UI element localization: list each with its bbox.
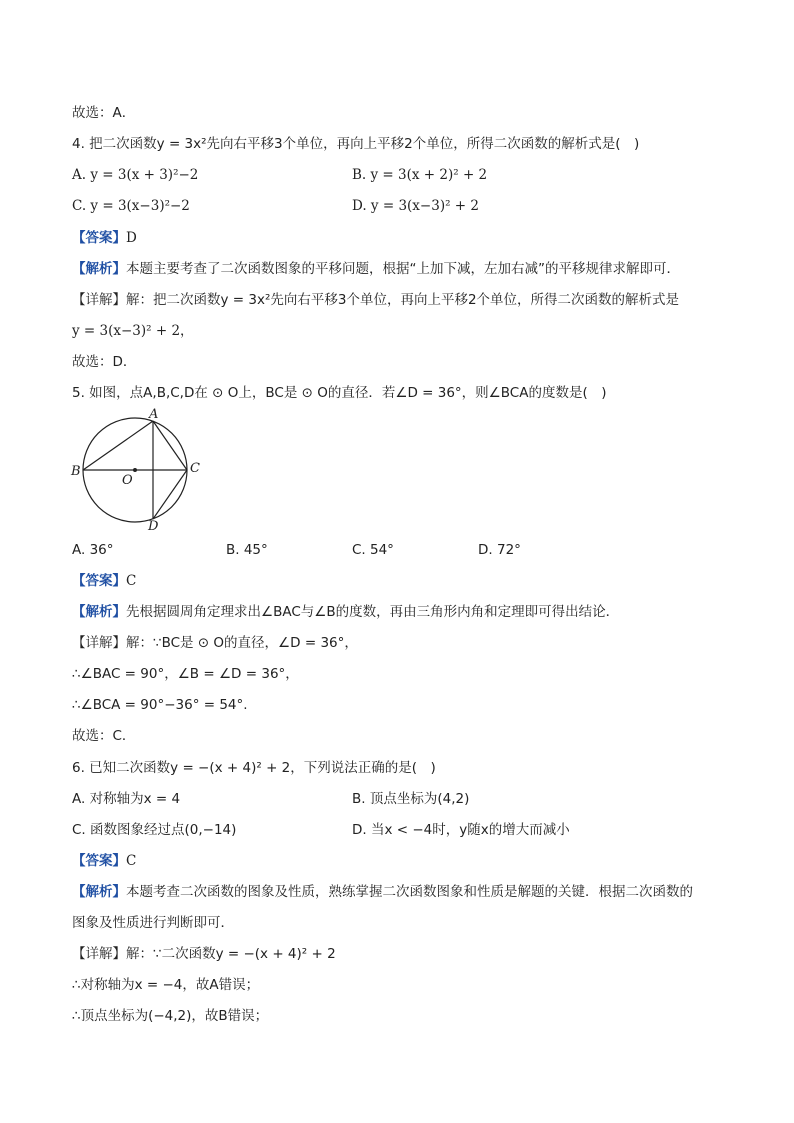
q5-answer (72, 571, 136, 591)
q6-option-b: B. 顶点坐标为(4,2) (352, 791, 470, 807)
q5-detail-step3: ∴∠BCA = 90°−36° = 54°. (72, 697, 248, 713)
q4-analysis (72, 259, 680, 279)
q5-option-d: D. 72° (478, 542, 521, 558)
chord-ac (153, 421, 187, 470)
circle-diagram (68, 406, 208, 534)
q6-detail-step2: ∴对称轴为x = −4，故A错误； (72, 977, 260, 993)
q4-detail (72, 290, 679, 310)
label-o: O (122, 473, 133, 488)
detail-text: 解：把二次函数y = 3x²先向右平移3个单位，再向上平移2个单位，所得二次函数的解析式是 (126, 292, 680, 308)
q5-option-c: C. 54° (352, 542, 394, 558)
answer-value: D (126, 230, 137, 246)
detail-tag: 【详解】 (72, 292, 126, 308)
q4-detail-formula: y = 3(x−3)² + 2， (72, 323, 194, 339)
analysis-tag: 【解析】 (72, 884, 126, 900)
q4-answer (72, 228, 137, 248)
q4-stem: 4. 把二次函数y = 3x²先向右平移3个单位，再向上平移2个单位，所得二次函数的解析式是( ) (72, 136, 640, 152)
q6-option-d: D. 当x < −4时，y随x的增大而减小 (352, 822, 570, 838)
q5-selection: 故选：C． (72, 728, 136, 744)
answer-tag: 【答案】 (72, 230, 126, 246)
center-point (133, 468, 137, 472)
answer-tag: 【答案】 (72, 853, 126, 869)
circle-figure (68, 406, 208, 534)
answer-tag: 【答案】 (72, 573, 126, 589)
analysis-text: 本题考查二次函数的图象及性质，熟练掌握二次函数图象和性质是解题的关键．根据二次函数的 (126, 884, 693, 900)
q4-option-b: B. y = 3(x + 2)² + 2 (352, 167, 488, 183)
q5-detail (72, 633, 358, 653)
q4-selection: 故选：D． (72, 354, 137, 370)
answer-value: C (126, 573, 137, 589)
q6-analysis-cont: 图象及性质进行判断即可． (72, 915, 234, 931)
q5-option-b: B. 45° (226, 542, 268, 558)
q5-detail-step2: ∴∠BAC = 90°，∠B = ∠D = 36°， (72, 666, 299, 682)
chord-ba (83, 421, 153, 470)
q4-option-c: C. y = 3(x−3)²−2 (72, 198, 190, 214)
detail-text: 解：∵BC是 ⊙ O的直径，∠D = 36°， (126, 635, 358, 651)
q6-analysis (72, 882, 693, 902)
label-c: C (190, 461, 200, 476)
q6-option-a: A. 对称轴为x = 4 (72, 791, 181, 807)
detail-tag: 【详解】 (72, 946, 126, 962)
q6-detail (72, 944, 336, 964)
q4-option-a: A. y = 3(x + 3)²−2 (72, 167, 199, 183)
q5-analysis (72, 602, 619, 622)
label-b: B (71, 464, 81, 479)
detail-text: 解：∵二次函数y = −(x + 4)² + 2 (126, 946, 336, 962)
answer-value: C (126, 853, 137, 869)
chord-dc (153, 470, 187, 519)
analysis-tag: 【解析】 (72, 261, 126, 277)
label-a: A (149, 407, 159, 422)
q6-answer (72, 851, 136, 871)
q5-stem: 5. 如图，点A,B,C,D在 ⊙ O上，BC是 ⊙ O的直径．若∠D = 36°，则∠BCA的度数是( ) (72, 385, 607, 401)
q3-selection: 故选：A． (72, 105, 136, 121)
q6-detail-step3: ∴顶点坐标为(−4,2)，故B错误； (72, 1008, 269, 1024)
q6-option-c: C. 函数图象经过点(0,−14) (72, 822, 237, 838)
detail-tag: 【详解】 (72, 635, 126, 651)
q4-option-d: D. y = 3(x−3)² + 2 (352, 198, 479, 214)
label-d: D (148, 519, 159, 534)
analysis-text: 本题主要考查了二次函数图象的平移问题，根据“上加下减，左加右减”的平移规律求解即可． (126, 261, 680, 277)
analysis-tag: 【解析】 (72, 604, 126, 620)
analysis-text: 先根据圆周角定理求出∠BAC与∠B的度数，再由三角形内角和定理即可得出结论． (126, 604, 620, 620)
q6-stem: 6. 已知二次函数y = −(x + 4)² + 2，下列说法正确的是( ) (72, 760, 436, 776)
q5-option-a: A. 36° (72, 542, 114, 558)
